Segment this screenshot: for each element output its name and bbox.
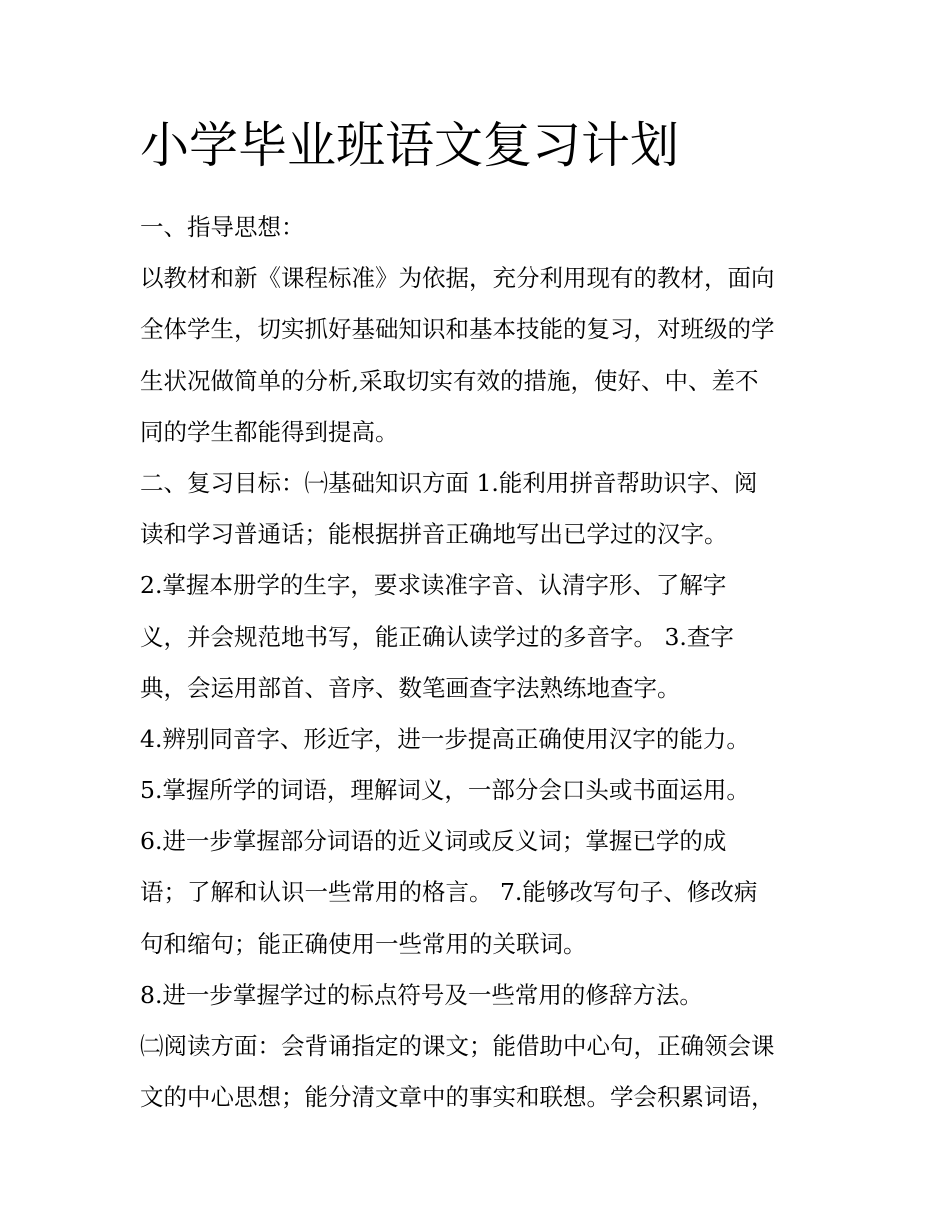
body-line: 2.掌握本册学的生字，要求读准字音、认清字形、了解字 [140,571,727,600]
body-line: 6.进一步掌握部分词语的近义词或反义词；掌握已学的成 [140,827,727,856]
body-line: 一、指导思想： [140,213,305,241]
body-line: 句和缩句；能正确使用一些常用的关联词。 [140,929,587,958]
body-line: 语；了解和认识一些常用的格言。 7.能够改写句子、修改病 [140,878,758,907]
body-line: 全体学生，切实抓好基础知识和基本技能的复习，对班级的学 [140,315,775,344]
document-body [140,202,830,1123]
body-line: 义，并会规范地书写，能正确认读学过的多音字。 3.查字 [140,622,734,651]
body-line: 二、复习目标：㈠基础知识方面 1.能利用拼音帮助识字、阅 [140,468,758,497]
body-line: 典，会运用部首、音序、数笔画查字法熟练地查字。 [140,673,681,702]
body-line: 以教材和新《课程标准》为依据，充分利用现有的教材，面向 [140,264,775,293]
document-title: 小学毕业班语文复习计划 [140,117,680,174]
body-line: 同的学生都能得到提高。 [140,417,399,446]
body-line: 读和学习普通话；能根据拼音正确地写出已学过的汉字。 [140,520,728,549]
body-line: 5.掌握所学的词语，理解词义，一部分会口头或书面运用。 [140,776,750,805]
body-line: 生状况做简单的分析,采取切实有效的措施，使好、中、差不 [140,366,759,395]
body-line: 文的中心思想；能分清文章中的事实和联想。学会积累词语， [140,1083,775,1112]
body-line: 8.进一步掌握学过的标点符号及一些常用的修辞方法。 [140,980,703,1009]
body-line: 4.辨别同音字、形近字，进一步提高正确使用汉字的能力。 [140,724,750,753]
body-line: ㈡阅读方面：会背诵指定的课文；能借助中心句，正确领会课 [140,1032,775,1060]
